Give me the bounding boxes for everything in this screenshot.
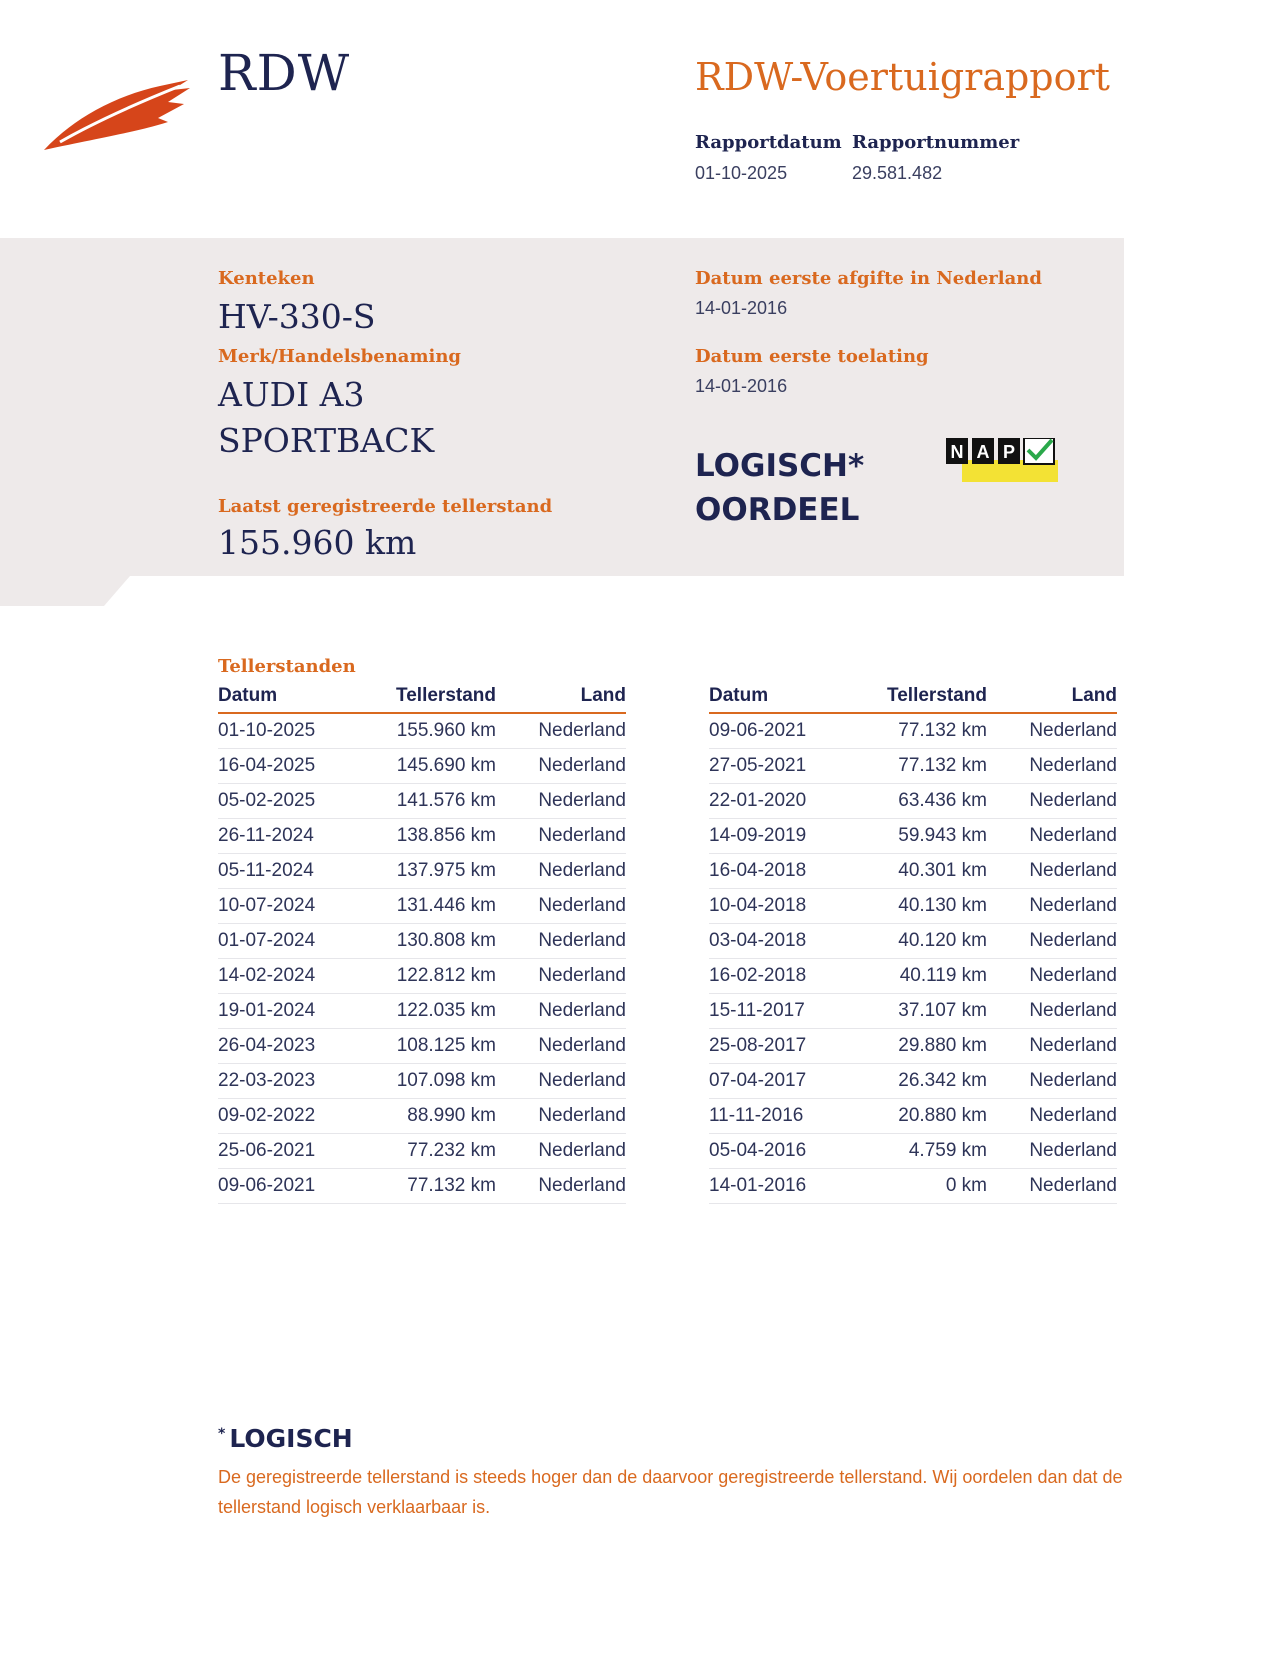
readings-title: Tellerstanden	[218, 656, 356, 677]
table-row	[218, 1029, 626, 1064]
report-number-label: Rapportnummer	[852, 132, 1020, 153]
odometer-value: 155.960 km	[218, 523, 417, 562]
cell-country: Nederland	[538, 1000, 626, 1021]
cell-reading: 40.120 km	[898, 930, 987, 951]
col-header-country: Land	[1071, 685, 1117, 706]
table-row	[709, 959, 1117, 994]
panel-step-decoration	[0, 576, 130, 606]
col-header-reading: Tellerstand	[396, 685, 496, 706]
cell-date: 05-11-2024	[218, 860, 314, 881]
cell-reading: 108.125 km	[396, 1035, 496, 1056]
col-header-reading: Tellerstand	[887, 685, 987, 706]
cell-date: 27-05-2021	[709, 755, 807, 776]
report-date-block	[695, 132, 842, 184]
cell-date: 10-04-2018	[709, 895, 807, 916]
cell-date: 14-02-2024	[218, 965, 316, 986]
cell-country: Nederland	[538, 860, 626, 881]
cell-reading: 155.960 km	[396, 720, 496, 741]
cell-date: 19-01-2024	[218, 1000, 316, 1021]
table-row	[709, 784, 1117, 819]
cell-reading: 77.132 km	[407, 1175, 496, 1196]
report-number-value: 29.581.482	[852, 163, 943, 183]
cell-country: Nederland	[538, 1035, 626, 1056]
table-row	[218, 854, 626, 889]
cell-country: Nederland	[1029, 1140, 1117, 1161]
odometer-label: Laatst geregistreerde tellerstand	[218, 496, 553, 517]
nap-letter-a: A	[976, 442, 990, 462]
cell-date: 01-07-2024	[218, 930, 316, 951]
cell-country: Nederland	[538, 755, 626, 776]
cell-country: Nederland	[1029, 1070, 1117, 1091]
cell-country: Nederland	[1029, 1175, 1117, 1196]
first-issue-nl-value: 14-01-2016	[695, 298, 788, 318]
table-row	[709, 889, 1117, 924]
cell-reading: 77.132 km	[898, 755, 987, 776]
cell-country: Nederland	[538, 1140, 626, 1161]
cell-reading: 130.808 km	[396, 930, 496, 951]
col-header-country: Land	[580, 685, 626, 706]
cell-reading: 77.132 km	[898, 720, 987, 741]
cell-country: Nederland	[538, 1070, 626, 1091]
table-row	[709, 854, 1117, 889]
cell-date: 26-11-2024	[218, 825, 314, 846]
cell-reading: 40.130 km	[898, 895, 987, 916]
cell-reading: 138.856 km	[396, 825, 496, 846]
cell-date: 16-04-2025	[218, 755, 316, 776]
cell-reading: 29.880 km	[898, 1035, 987, 1056]
cell-date: 09-06-2021	[218, 1175, 316, 1196]
cell-reading: 145.690 km	[396, 755, 496, 776]
table-row	[218, 1134, 626, 1169]
table-row	[709, 994, 1117, 1029]
cell-reading: 0 km	[945, 1175, 987, 1196]
cell-country: Nederland	[1029, 790, 1117, 811]
cell-reading: 131.446 km	[396, 895, 496, 916]
table-row	[218, 1169, 626, 1204]
cell-country: Nederland	[1029, 860, 1117, 881]
footnote-text: De geregistreerde tellerstand is steeds hoger dan de daarvoor geregistreerde tellerstand. Wij oordelen dan dat de tellerstand logisch verklaarbaar is.	[218, 1467, 1123, 1517]
table-row	[218, 1099, 626, 1134]
cell-reading: 122.035 km	[396, 1000, 496, 1021]
cell-reading: 26.342 km	[898, 1070, 987, 1091]
cell-date: 15-11-2017	[709, 1000, 805, 1021]
cell-reading: 20.880 km	[898, 1105, 987, 1126]
first-issue-nl-label: Datum eerste afgifte in Nederland	[695, 268, 1042, 289]
table-row	[709, 1169, 1117, 1204]
table-header	[218, 684, 626, 714]
cell-reading: 40.301 km	[898, 860, 987, 881]
cell-country: Nederland	[538, 1175, 626, 1196]
plate-label: Kenteken	[218, 268, 315, 289]
readings-table-right	[709, 684, 1117, 1204]
cell-date: 01-10-2025	[218, 720, 316, 741]
table-row	[709, 1064, 1117, 1099]
table-row	[218, 959, 626, 994]
col-header-date: Datum	[709, 685, 769, 706]
cell-date: 10-07-2024	[218, 895, 316, 916]
rdw-logo-icon	[40, 72, 200, 162]
cell-country: Nederland	[538, 790, 626, 811]
report-title: RDW-Voertuigrapport	[695, 55, 1110, 99]
report-date-label: Rapportdatum	[695, 132, 842, 153]
cell-date: 05-04-2016	[709, 1140, 807, 1161]
footnote-marker: *	[218, 1425, 226, 1442]
first-admission-label: Datum eerste toelating	[695, 346, 929, 367]
cell-country: Nederland	[538, 930, 626, 951]
nap-check-logo-icon	[946, 438, 1062, 484]
cell-country: Nederland	[1029, 825, 1117, 846]
footnote-title-text: LOGISCH	[229, 1424, 353, 1453]
cell-reading: 59.943 km	[898, 825, 987, 846]
cell-reading: 63.436 km	[898, 790, 987, 811]
cell-date: 09-02-2022	[218, 1105, 316, 1126]
cell-country: Nederland	[1029, 1000, 1117, 1021]
cell-date: 22-03-2023	[218, 1070, 316, 1091]
nap-letter-p: P	[1002, 442, 1016, 462]
table-row	[709, 1029, 1117, 1064]
table-row	[709, 714, 1117, 749]
table-row	[218, 749, 626, 784]
cell-date: 14-09-2019	[709, 825, 807, 846]
cell-reading: 137.975 km	[396, 860, 496, 881]
cell-date: 25-08-2017	[709, 1035, 807, 1056]
nap-letter-n: N	[950, 442, 964, 462]
table-row	[218, 714, 626, 749]
cell-country: Nederland	[1029, 895, 1117, 916]
cell-reading: 40.119 km	[899, 965, 987, 986]
verdict	[695, 444, 864, 532]
cell-reading: 37.107 km	[898, 1000, 987, 1021]
cell-country: Nederland	[1029, 965, 1117, 986]
table-header	[709, 684, 1117, 714]
cell-date: 07-04-2017	[709, 1070, 807, 1091]
readings-table-left	[218, 684, 626, 1204]
cell-reading: 4.759 km	[908, 1140, 987, 1161]
cell-reading: 77.232 km	[407, 1140, 496, 1161]
cell-country: Nederland	[1029, 1035, 1117, 1056]
cell-country: Nederland	[538, 1105, 626, 1126]
cell-reading: 88.990 km	[407, 1105, 496, 1126]
table-row	[218, 994, 626, 1029]
table-row	[709, 924, 1117, 959]
cell-country: Nederland	[1029, 930, 1117, 951]
cell-date: 16-02-2018	[709, 965, 807, 986]
cell-date: 16-04-2018	[709, 860, 807, 881]
report-date-value: 01-10-2025	[695, 163, 788, 183]
plate-value: HV-330-S	[218, 297, 376, 336]
verdict-line2: OORDEEL	[695, 492, 860, 528]
cell-date: 22-01-2020	[709, 790, 807, 811]
cell-reading: 107.098 km	[396, 1070, 496, 1091]
report-number-block	[852, 132, 1019, 184]
cell-country: Nederland	[538, 895, 626, 916]
table-row	[218, 1064, 626, 1099]
cell-reading: 141.576 km	[396, 790, 496, 811]
cell-date: 26-04-2023	[218, 1035, 316, 1056]
col-header-date: Datum	[218, 685, 278, 706]
cell-reading: 122.812 km	[396, 965, 496, 986]
cell-date: 25-06-2021	[218, 1140, 316, 1161]
footnote-title	[218, 1424, 353, 1453]
cell-country: Nederland	[538, 825, 626, 846]
table-row	[218, 784, 626, 819]
table-row	[709, 1099, 1117, 1134]
cell-date: 03-04-2018	[709, 930, 807, 951]
cell-country: Nederland	[1029, 755, 1117, 776]
table-row	[709, 819, 1117, 854]
table-row	[218, 924, 626, 959]
cell-country: Nederland	[538, 720, 626, 741]
make-label: Merk/Handelsbenaming	[218, 346, 462, 367]
cell-date: 09-06-2021	[709, 720, 807, 741]
first-admission-value: 14-01-2016	[695, 376, 788, 396]
cell-country: Nederland	[538, 965, 626, 986]
cell-date: 05-02-2025	[218, 790, 316, 811]
cell-date: 11-11-2016	[709, 1105, 804, 1126]
verdict-line1: LOGISCH*	[695, 448, 865, 484]
table-row	[218, 889, 626, 924]
make-value-line1: AUDI A3	[218, 375, 365, 414]
cell-country: Nederland	[1029, 720, 1117, 741]
make-value-line2: SPORTBACK	[218, 421, 435, 460]
table-row	[709, 1134, 1117, 1169]
table-row	[709, 749, 1117, 784]
brand-name: RDW	[218, 44, 351, 102]
table-row	[218, 819, 626, 854]
cell-date: 14-01-2016	[709, 1175, 807, 1196]
cell-country: Nederland	[1029, 1105, 1117, 1126]
